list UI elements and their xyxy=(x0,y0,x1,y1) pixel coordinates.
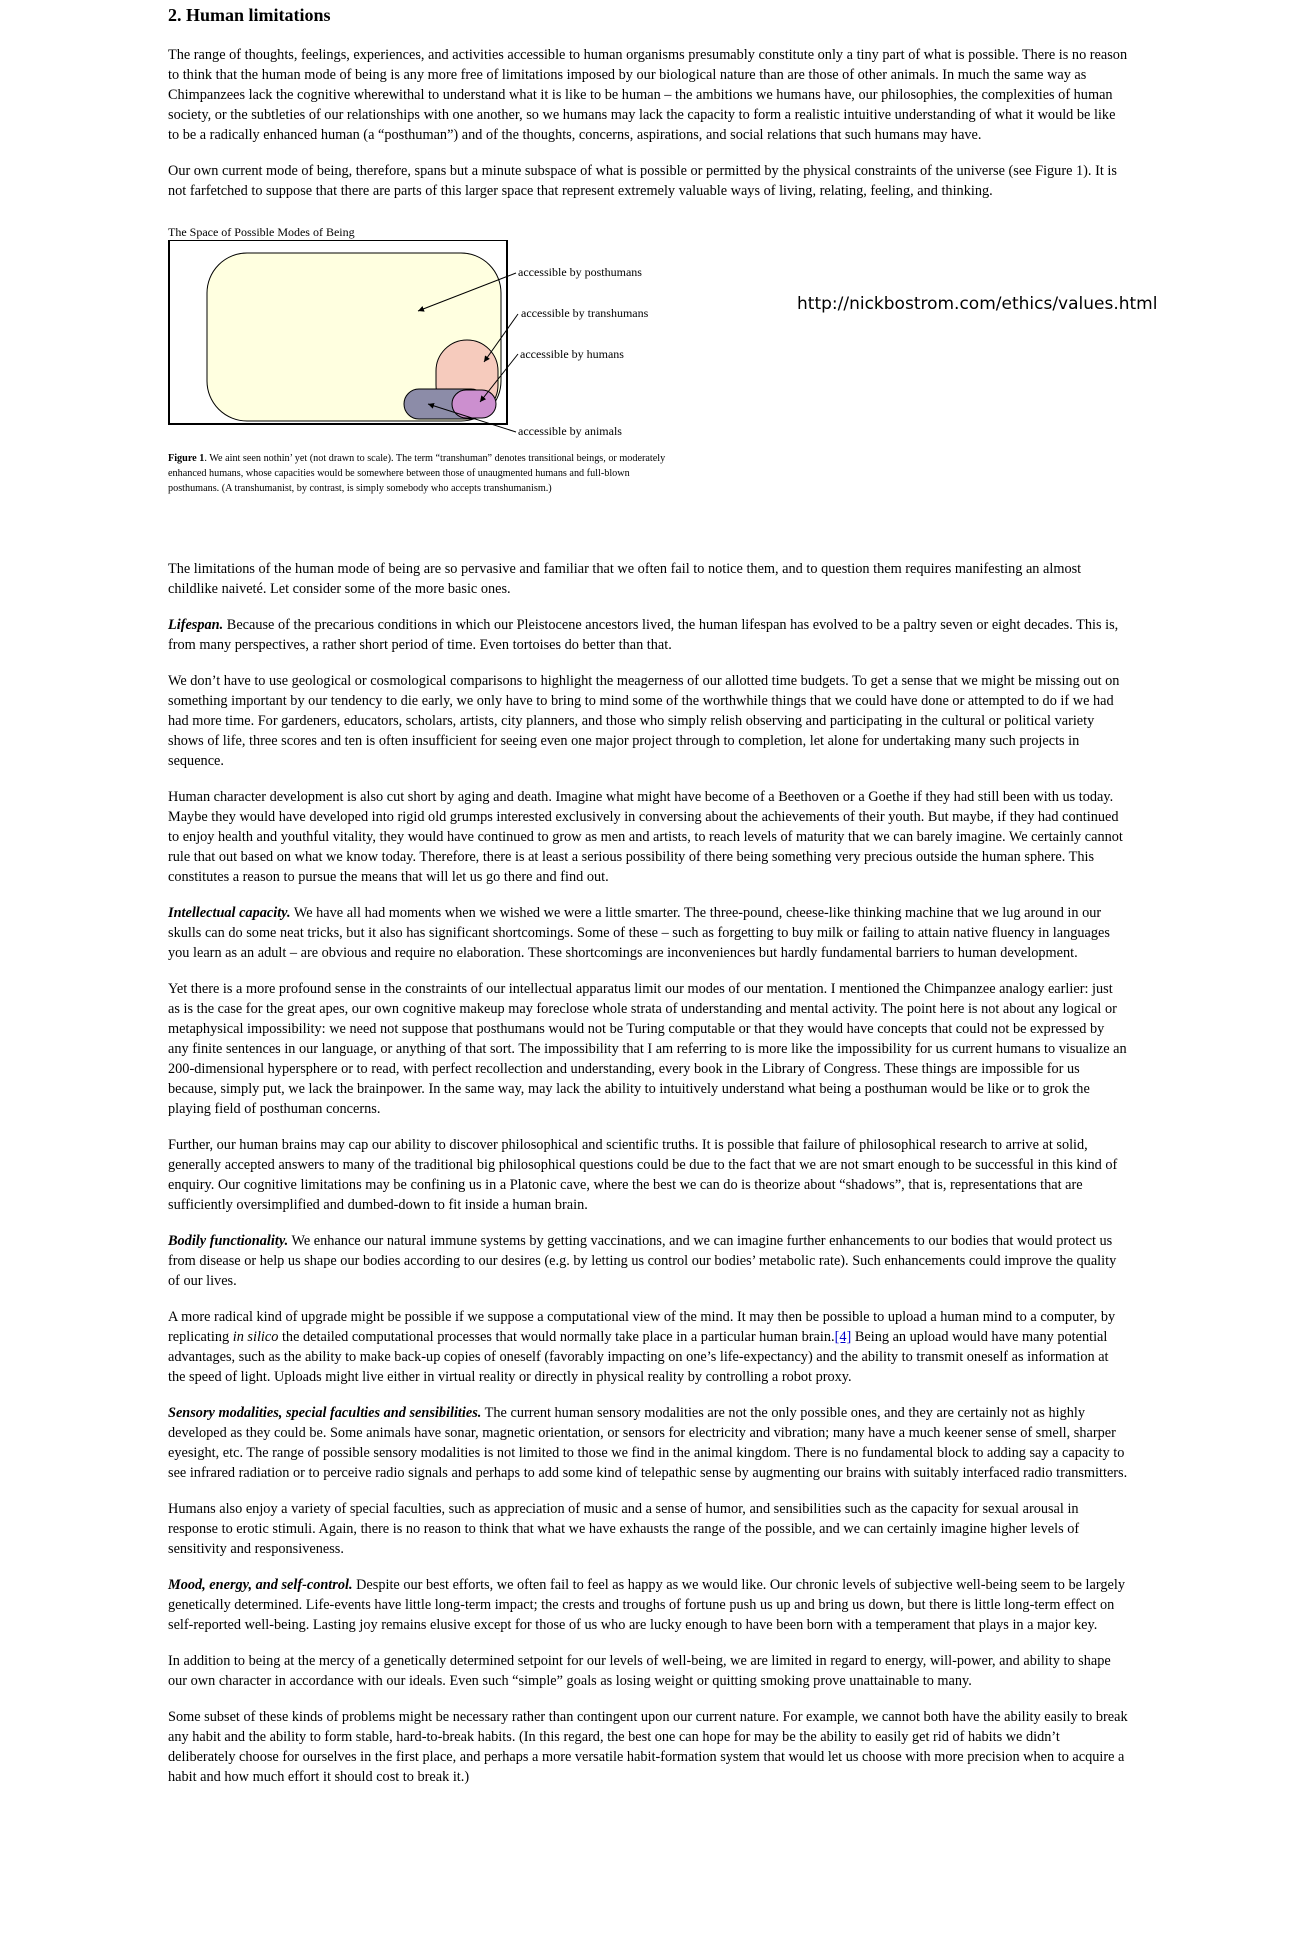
lead-lifespan: Lifespan. xyxy=(168,617,224,633)
caption-text: . We aint seen nothin’ yet (not drawn to scale). The term “transhuman” denotes transitional beings, or moderately enhanced humans, whose capacities would be somewhere between those of unaugmented humans and full-blown posthumans. (A transhumanist, by contrast, is simply somebody who accepts transhumanism.) xyxy=(168,453,666,494)
section-heading: 2. Human limitations xyxy=(168,5,331,25)
paragraph-bodily-functionality xyxy=(168,1231,1128,1291)
paragraph-limitations: The limitations of the human mode of being are so pervasive and familiar that we often fail to notice them, and to question them requires manifesting an almost childlike naiveté. Let consider some of the more basic ones. xyxy=(168,561,1082,597)
figure-1 xyxy=(168,217,1128,559)
lead-sensory-modalities: Sensory modalities, special faculties and sensibilities. xyxy=(168,1405,482,1421)
paragraph-profound-sense: Yet there is a more profound sense in the constraints of our intellectual apparatus limit our modes of our mentation. I mentioned the Chimpanzee analogy earlier: just as is the case for the great apes, our own cognitive makeup may foreclose whole strata of understanding and mental activity. The point here is not about any logical or metaphysical impossibility: we need not suppose that posthumans would not be Turing computable or that they would have concepts that could not be expressed by any finite sentences in our language, or anything of that sort. The impossibility that I am referring to is more like the impossibility for us current humans to visualize an 200-dimensional hypersphere or to read, with perfect recollection and understanding, every book in the Library of Congress. These things are impossible for us because, simply put, we lack the brainpower. In the same way, may lack the ability to intuitively understand what being a posthuman would be like or to grok the playing field of posthuman concerns. xyxy=(168,981,1127,1117)
figure-title: The Space of Possible Modes of Being xyxy=(168,225,355,239)
paragraph-philosophical-truths: Further, our human brains may cap our ability to discover philosophical and scientific truths. It is possible that failure of philosophical research to arrive at solid, generally accepted answers to many of the traditional big philosophical questions could be due to the fact that we are not smart enough to be successful in this kind of enquiry. Our cognitive limitations may be confining us in a Platonic cave, where the best we can do is theorize about “shadows”, that is, representations that are sufficiently oversimplified and dumbed-down to fit inside a human brain. xyxy=(168,1137,1118,1213)
sensory-text: The current human sensory modalities are not the only possible ones, and they are certainly not as highly developed as they could be. Some animals have sonar, magnetic orientation, or sensors for electricity and vibration; many have a much keener sense of smell, sharper eyesight, etc. The range of possible sensory modalities is not limited to those we find in the animal kingdom. There is no fundamental block to adding say a capacity to see infrared radiation or to perceive radio signals and perhaps to add some kind of telepathic sense by augmenting our brains with suitably interfaced radio transmitters. xyxy=(168,1405,1128,1481)
label-transhumans: accessible by transhumans xyxy=(521,306,649,320)
modes-of-being-diagram xyxy=(168,240,688,448)
in-silico: in silico xyxy=(232,1329,279,1345)
paragraph-intellectual-capacity xyxy=(168,903,1128,963)
paragraph-character-development: Human character development is also cut short by aging and death. Imagine what might have become of a Beethoven or a Goethe if they had still been with us today. Maybe they would have developed into rigid old grumps interested exclusively in conversing about the achievements of their youth. But maybe, if they had continued to enjoy health and youthful vitality, they would have continued to grow as men and artists, to reach levels of maturity that we can barely imagine. We certainly cannot rule that out based on what we know today. Therefore, there is at least a serious possibility of there being something very precious outside the human sphere. This constitutes a reason to pursue the means that will let us go there and find out. xyxy=(168,789,1123,885)
paragraph-willpower: In addition to being at the mercy of a genetically determined setpoint for our levels of well-being, we are limited in regard to energy, will-power, and ability to shape our own character in accordance with our ideals. Even such “simple” goals as losing weight or quitting smoking prove unattainable to many. xyxy=(168,1653,1111,1689)
label-posthumans: accessible by posthumans xyxy=(518,265,642,279)
upload-text-a: A more radical kind of upgrade might be possible if we suppose a computational view of the mind. It may then be possible to upload a human mind to a computer, by replicating xyxy=(168,1309,1116,1345)
figure-caption xyxy=(168,451,668,496)
mood-text: Despite our best efforts, we often fail to feel as happy as we would like. Our chronic levels of subjective well-being seem to be largely genetically determined. Life-events have little long-term impact; the crests and troughs of fortune push us up and bring us down, but there is little long-term effect on self-reported well-being. Lasting joy remains elusive except for those of us who are lucky enough to have been born with a temperament that plays in a major key. xyxy=(168,1577,1125,1633)
lead-intellectual-capacity: Intellectual capacity. xyxy=(168,905,291,921)
caption-label: Figure 1 xyxy=(168,453,205,464)
paragraph-upload xyxy=(168,1307,1128,1387)
paragraph-special-faculties: Humans also enjoy a variety of special faculties, such as appreciation of music and a sense of humor, and sensibilities such as the capacity for sexual arousal in response to erotic stimuli. Again, there is no reason to think that what we have exhausts the range of the possible, and we can certainly imagine higher levels of sensitivity and responsiveness. xyxy=(168,1501,1080,1557)
paragraph-time-budgets: We don’t have to use geological or cosmological comparisons to highlight the meagerness of our allotted time budgets. To get a sense that we might be missing out on something important by our tendency to die early, we only have to bring to mind some of the worthwhile things that we could have done or attempted to do if we had had more time. For gardeners, educators, scholars, artists, city planners, and those who simply relish observing and participating in the cultural or political variety shows of life, three scores and ten is often insufficient for seeing even one major project through to completion, let alone for undertaking many such projects in sequence. xyxy=(168,673,1120,769)
lead-bodily-functionality: Bodily functionality. xyxy=(168,1233,289,1249)
paragraph-habits: Some subset of these kinds of problems might be necessary rather than contingent upon our current nature. For example, we cannot both have the ability easily to break any habit and the ability to form stable, hard-to-break habits. (In this regard, the best one can hope for may be the ability to easily get rid of habits we didn’t deliberately choose for ourselves in the first place, and perhaps a more versatile habit-formation system that would let us choose with more precision when to acquire a habit and how much effort it should cost to break it.) xyxy=(168,1709,1128,1785)
intellectual-text: We have all had moments when we wished we were a little smarter. The three-pound, cheese-like thinking machine that we lug around in our skulls can do some neat tricks, but it also has significant shortcomings. Some of these – such as forgetting to buy milk or failing to attain native fluency in languages you learn as an adult – are obvious and require no elaboration. These shortcomings are inconveniences but hardly fundamental barriers to human development. xyxy=(168,905,1110,961)
lifespan-text: Because of the precarious conditions in which our Pleistocene ancestors lived, the human lifespan has evolved to be a paltry seven or eight decades. This is, from many perspectives, a rather short period of time. Even tortoises do better than that. xyxy=(168,617,1119,653)
paragraph-intro: The range of thoughts, feelings, experiences, and activities accessible to human organisms presumably constitute only a tiny part of what is possible. There is no reason to think that the human mode of being is any more free of limitations imposed by our biological nature than are those of other animals. In much the same way as Chimpanzees lack the cognitive wherewithal to understand what it is like to be human – the ambitions we humans have, our philosophies, the complexities of human society, or the subtleties of our relationships with one another, so we humans may lack the capacity to form a realistic intuitive understanding of what it would be like to be a radically enhanced human (a “posthuman”) and of the thoughts, concerns, aspirations, and social relations that such humans may have. xyxy=(168,47,1128,143)
document xyxy=(168,0,1128,1803)
bodily-text: We enhance our natural immune systems by getting vaccinations, and we can imagine further enhancements to our bodies that would protect us from disease or help us shape our bodies according to our desires (e.g. by letting us control our bodies’ metabolic rate). Such enhancements could improve the quality of our lives. xyxy=(168,1233,1117,1289)
footnote-link-4[interactable]: [4] xyxy=(834,1329,852,1345)
upload-text-b: the detailed computational processes that would normally take place in a particular human brain. xyxy=(278,1329,835,1345)
url-annotation: http://nickbostrom.com/ethics/values.html xyxy=(797,294,1158,314)
paragraph-sensory-modalities xyxy=(168,1403,1128,1483)
paragraph-lifespan xyxy=(168,615,1128,655)
paragraph-mood-energy xyxy=(168,1575,1128,1635)
paragraph-current-mode: Our own current mode of being, therefore, spans but a minute subspace of what is possible or permitted by the physical constraints of the universe (see Figure 1). It is not farfetched to suppose that there are parts of this larger space that represent extremely valuable ways of living, relating, feeling, and thinking. xyxy=(168,163,1117,199)
upload-text-c: Being an upload would have many potential advantages, such as the ability to make back-up copies of oneself (favorably impacting on one’s life-expectancy) and the ability to transmit oneself as information at the speed of light. Uploads might live either in virtual reality or directly in physical reality by controlling a robot proxy. xyxy=(168,1329,1109,1385)
lead-mood-energy: Mood, energy, and self-control. xyxy=(168,1577,353,1593)
label-animals: accessible by animals xyxy=(518,424,622,438)
label-humans: accessible by humans xyxy=(520,347,624,361)
